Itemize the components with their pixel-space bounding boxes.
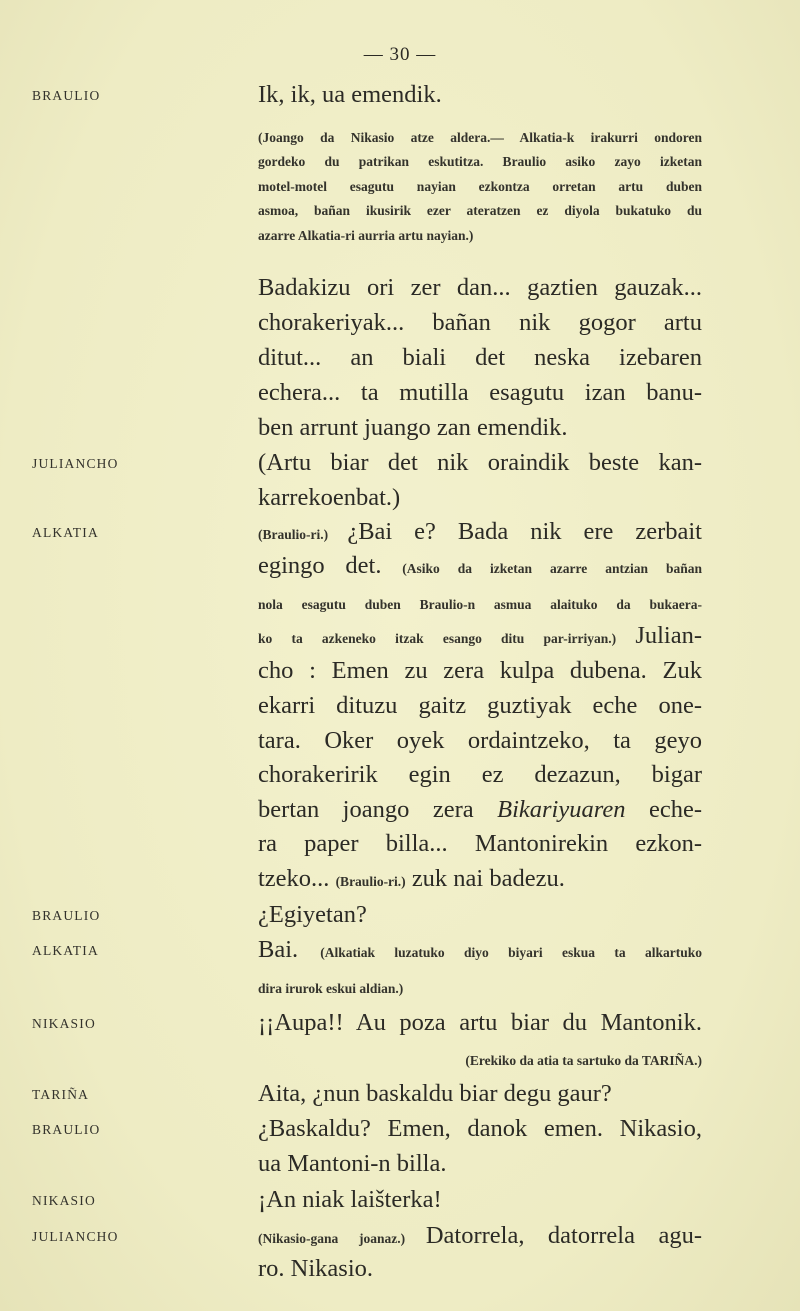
dialogue-text: eche- [625,796,702,823]
text-line [258,969,702,1003]
text-line [258,1252,702,1286]
dialogue-text: tara. Oker oyek ordaintzeko, ta geyo [258,727,702,754]
dialogue-text: ¿Egiyetan? [258,901,367,928]
dialogue-text: Badakizu ori zer dan... gaztien gauzak... [258,274,702,301]
text-line [258,1112,702,1146]
dialogue-text: chorakeririk egin ez dezazun, bigar [258,761,702,788]
text-line [258,78,702,112]
text-line [258,1147,702,1181]
dialogue-text: ra paper billa... Mantonirekin ezkon- [258,830,702,857]
text-line [258,758,702,792]
text-line [258,306,702,340]
stage-direction: gordeko du patrikan eskutitza. Braulio asiko zayo izketan [258,154,702,169]
speaker-name: BRAULIO [32,1122,101,1137]
text-line [258,376,702,410]
dialogue-text: tzeko... [258,865,336,892]
text-line [258,1183,702,1217]
text-line [258,793,702,827]
speaker-name: JULIANCHO [32,1229,119,1244]
stage-direction: motel-motel esagutu nayian ezkontza orretan artu duben [258,179,702,194]
dialogue-text: ¿Baskaldu? Emen, danok emen. Nikasio, [258,1115,702,1142]
text-line [258,446,702,480]
stage-direction: azarre Alkatia-ri aurria artu nayian.) [258,228,474,243]
dialogue-text: egingo det. [258,552,403,579]
stage-direction: ko ta azkeneko itzak esango ditu par-irriyan.) [258,631,636,646]
text-line [258,411,702,445]
dialogue-text: echera... ta mutilla esagutu izan banu- [258,379,702,406]
dialogue-text: bertan joango zera [258,796,498,823]
dialogue-text: ¿Bai e? Bada nik ere zerbait [347,518,702,545]
text-line [258,1041,702,1075]
stage-direction: (Asiko da izketan azarre antzian bañan [402,561,702,576]
text-line [258,515,702,549]
text-line [258,654,702,688]
text-line [258,271,702,305]
dialogue-text: ro. Nikasio. [258,1255,373,1282]
text-line [258,827,702,861]
text-line [258,689,702,723]
speaker-name: JULIANCHO [32,456,119,471]
text-line [258,481,702,515]
text-line [258,1006,702,1040]
dialogue-text: Aita, ¿nun baskaldu biar degu gaur? [258,1080,612,1107]
dialogue-text: chorakeriyak... bañan nik gogor artu [258,309,702,336]
stage-direction: (Nikasio-gana joanaz.) [258,1231,426,1246]
speaker-name: BRAULIO [32,88,101,103]
stage-direction: (Joango da Nikasio atze aldera.— Alkatia-k irakurri ondoren [258,130,702,145]
text-line [258,724,702,758]
dialogue-text: ¡An niak laišterka! [258,1186,442,1213]
stage-direction: (Braulio-ri.) [258,527,348,542]
speaker-name: NIKASIO [32,1193,96,1208]
speaker-name: BRAULIO [32,908,101,923]
page-number: — 30 — [363,44,437,65]
text-line [258,585,702,619]
text-line [258,549,702,583]
stage-direction: (Alkatiak luzatuko diyo biyari eskua ta alkartuko [320,945,702,960]
text-line [258,898,702,932]
dialogue-text: ben arrunt juango zan emendik. [258,414,568,441]
text-line [258,862,702,896]
stage-direction: asmoa, bañan ikusirik ezer ateratzen ez diyola bukatuko du [258,203,702,218]
dialogue-text: Datorrela, datorrela agu- [425,1222,702,1249]
dialogue-text: Bai. [258,936,321,963]
speaker-name: ALKATIA [32,943,99,958]
dialogue-text: ditut... an biali det neska izebaren [258,344,702,371]
speaker-name: ALKATIA [32,525,99,540]
text-line [258,933,702,967]
dialogue-text: karrekoenbat.) [258,484,401,511]
text-line [258,619,702,653]
speaker-name: TARIÑA [32,1087,90,1102]
italic-text: Bikariyuaren [497,796,626,823]
speaker-name: NIKASIO [32,1016,96,1031]
text-line [258,1077,702,1111]
dialogue-text: Julian- [635,622,702,649]
dialogue-text: (Artu biar det nik oraindik beste kan- [258,449,702,476]
stage-direction: (Erekiko da atia ta sartuko da TARIÑA.) [465,1053,702,1068]
stage-direction: (Braulio-ri.) [335,874,406,889]
dialogue-text: cho : Emen zu zera kulpa dubena. Zuk [258,657,702,684]
text-line [258,1219,702,1253]
stage-direction: nola esagutu duben Braulio-n asmua alaituko da bukaera- [258,597,702,612]
dialogue-text: ekarri dituzu gaitz guztiyak eche one- [258,692,702,719]
stage-direction: dira irurok eskui aldian.) [258,981,404,996]
text-line [258,341,702,375]
dialogue-text: ua Mantoni-n billa. [258,1150,447,1177]
dialogue-text: ¡¡Aupa!! Au poza artu biar du Mantonik. [258,1009,702,1036]
dialogue-text: Ik, ik, ua emendik. [258,81,442,108]
dialogue-text: zuk nai badezu. [405,865,565,892]
text-line [258,216,702,250]
